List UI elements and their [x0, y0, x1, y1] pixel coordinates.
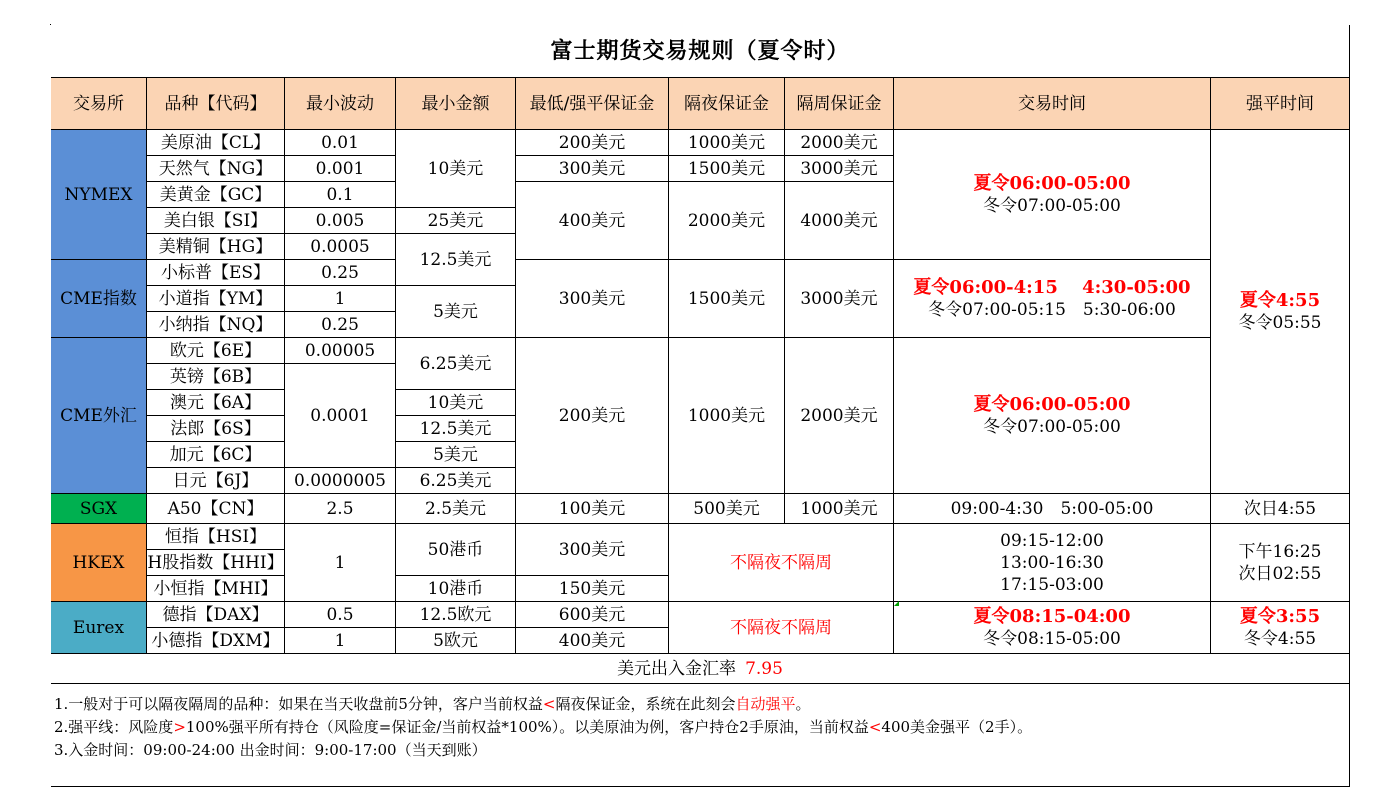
min-amount-cell: 10美元 — [396, 130, 516, 208]
exchange-rate-value: 7.95 — [745, 658, 783, 679]
product-cell: 澳元【6A】 — [147, 390, 285, 416]
note-text: 2.强平线：风险度 — [54, 718, 174, 736]
tick-cell: 0.1 — [285, 182, 396, 208]
min-amount-cell: 25美元 — [396, 208, 516, 234]
exchange-cme-index: CME指数 — [51, 260, 147, 338]
summer-time: 夏令06:00-4:15 4:30-05:00 — [913, 276, 1191, 298]
weekend-margin-cell: 1000美元 — [785, 494, 894, 524]
min-margin-cell: 600美元 — [516, 602, 669, 628]
header-min-margin: 最低/强平保证金 — [516, 78, 669, 130]
product-cell: 法郎【6S】 — [147, 416, 285, 442]
winter-time: 冬令08:15-05:00 — [983, 628, 1121, 649]
tick-cell: 0.001 — [285, 156, 396, 182]
product-cell: 美原油【CL】 — [147, 130, 285, 156]
product-cell: 小道指【YM】 — [147, 286, 285, 312]
summer-time: 夏令3:55 — [1239, 605, 1321, 627]
trading-time-eurex — [894, 602, 1211, 654]
note-text: 隔夜保证金，系统在此刻会 — [555, 695, 736, 713]
tick-cell: 1 — [285, 524, 396, 602]
note-text: 。 — [795, 695, 811, 713]
tick-cell: 0.01 — [285, 130, 396, 156]
header-exchange: 交易所 — [51, 78, 147, 130]
min-amount-cell: 5美元 — [396, 286, 516, 338]
note-symbol: < — [542, 695, 556, 713]
product-cell: 日元【6J】 — [147, 468, 285, 494]
session-1: 09:15-12:00 — [1000, 530, 1104, 551]
min-margin-cell: 300美元 — [516, 524, 669, 576]
header-product: 品种【代码】 — [147, 78, 285, 130]
min-amount-cell: 12.5美元 — [396, 234, 516, 286]
header-min-amount: 最小金额 — [396, 78, 516, 130]
exchange-eurex: Eurex — [51, 602, 147, 654]
trading-time-cme-index — [894, 260, 1211, 338]
note-highlight: 自动强平 — [735, 695, 796, 713]
session-3: 17:15-03:00 — [1000, 574, 1104, 595]
tick-cell: 0.0005 — [285, 234, 396, 260]
product-cell: 德指【DAX】 — [147, 602, 285, 628]
product-cell: 恒指【HSI】 — [147, 524, 285, 550]
tick-cell: 0.005 — [285, 208, 396, 234]
note-symbol: < — [868, 718, 882, 736]
note-3: 3.入金时间：09:00-24:00 出金时间：9:00-17:00（当天到账） — [54, 741, 487, 759]
liquidation-time-eurex — [1211, 602, 1350, 654]
tick-cell: 0.25 — [285, 312, 396, 338]
tick-cell: 2.5 — [285, 494, 396, 524]
weekend-margin-cell: 2000美元 — [785, 130, 894, 156]
weekend-margin-cell: 3000美元 — [785, 260, 894, 338]
note-1 — [54, 693, 1349, 716]
overnight-margin-cell: 2000美元 — [669, 182, 785, 260]
min-amount-cell: 2.5美元 — [396, 494, 516, 524]
winter-time: 冬令4:55 — [1243, 628, 1317, 649]
product-cell: 欧元【6E】 — [147, 338, 285, 364]
product-cell: 美黄金【GC】 — [147, 182, 285, 208]
min-amount-cell: 50港币 — [396, 524, 516, 576]
product-cell: 小标普【ES】 — [147, 260, 285, 286]
winter-time: 冬令07:00-05:00 — [983, 195, 1121, 216]
min-margin-cell: 200美元 — [516, 130, 669, 156]
header-trading-time: 交易时间 — [894, 78, 1211, 130]
min-amount-cell: 6.25美元 — [396, 468, 516, 494]
trading-time-sgx: 09:00-4:30 5:00-05:00 — [894, 494, 1211, 524]
session-2: 次日02:55 — [1238, 563, 1322, 584]
exchange-nymex: NYMEX — [51, 130, 147, 260]
rules-table — [50, 24, 1322, 759]
summer-time: 夏令06:00-05:00 — [973, 393, 1131, 415]
exchange-cme-fx: CME外汇 — [51, 338, 147, 494]
note-text: 1.一般对于可以隔夜隔周的品种：如果在当天收盘前5分钟，客户当前权益 — [54, 695, 543, 713]
exchange-hkex: HKEX — [51, 524, 147, 602]
product-cell: 英镑【6B】 — [147, 364, 285, 390]
min-margin-cell: 150美元 — [516, 576, 669, 602]
overnight-margin-cell: 500美元 — [669, 494, 785, 524]
notes-section — [51, 684, 1350, 787]
product-cell: A50【CN】 — [147, 494, 285, 524]
product-cell: 小德指【DXM】 — [147, 628, 285, 654]
note-2 — [54, 716, 1349, 739]
header-overnight-margin: 隔夜保证金 — [669, 78, 785, 130]
table-title: 富士期货交易规则（夏令时） — [51, 25, 1350, 78]
min-amount-cell: 5欧元 — [396, 628, 516, 654]
tick-cell: 0.00005 — [285, 338, 396, 364]
note-symbol: > — [173, 718, 186, 736]
header-tick: 最小波动 — [285, 78, 396, 130]
overnight-margin-cell: 1500美元 — [669, 260, 785, 338]
min-margin-cell: 200美元 — [516, 338, 669, 494]
winter-time: 冬令07:00-05:15 5:30-06:00 — [928, 299, 1176, 320]
overnight-margin-cell: 1000美元 — [669, 130, 785, 156]
min-amount-cell: 12.5欧元 — [396, 602, 516, 628]
min-amount-cell: 12.5美元 — [396, 416, 516, 442]
tick-cell: 1 — [285, 628, 396, 654]
header-liquidation-time: 强平时间 — [1211, 78, 1350, 130]
note-text: 100%强平所有持仓（风险度=保证金/当前权益*100%）。以美原油为例，客户持仓2手原油，当前权益 — [185, 718, 869, 736]
winter-time: 冬令07:00-05:00 — [983, 416, 1121, 437]
product-cell: 加元【6C】 — [147, 442, 285, 468]
trading-time-cme-fx — [894, 338, 1211, 494]
cell-comment-marker — [894, 601, 899, 606]
exchange-rate-row — [51, 654, 1350, 684]
trading-time-hkex — [894, 524, 1211, 602]
weekend-margin-cell: 3000美元 — [785, 156, 894, 182]
product-cell: H股指数【HHI】 — [147, 550, 285, 576]
tick-cell: 0.0001 — [285, 364, 396, 468]
overnight-margin-cell: 1500美元 — [669, 156, 785, 182]
min-amount-cell: 10美元 — [396, 390, 516, 416]
min-margin-cell: 400美元 — [516, 628, 669, 654]
min-amount-cell: 6.25美元 — [396, 338, 516, 390]
session-1: 下午16:25 — [1238, 541, 1322, 562]
product-cell: 天然气【NG】 — [147, 156, 285, 182]
no-overnight-cell: 不隔夜不隔周 — [669, 524, 894, 602]
trading-time-nymex — [894, 130, 1211, 260]
tick-cell: 0.0000005 — [285, 468, 396, 494]
liquidation-time-hkex — [1211, 524, 1350, 602]
summer-time: 夏令4:55 — [1239, 289, 1321, 311]
weekend-margin-cell: 2000美元 — [785, 338, 894, 494]
exchange-sgx: SGX — [51, 494, 147, 524]
min-margin-cell: 400美元 — [516, 182, 669, 260]
winter-time: 冬令05:55 — [1238, 312, 1322, 333]
tick-cell: 1 — [285, 286, 396, 312]
weekend-margin-cell: 4000美元 — [785, 182, 894, 260]
summer-time: 夏令08:15-04:00 — [973, 605, 1131, 627]
min-margin-cell: 300美元 — [516, 156, 669, 182]
no-overnight-cell: 不隔夜不隔周 — [669, 602, 894, 654]
product-cell: 小纳指【NQ】 — [147, 312, 285, 338]
tick-cell: 0.25 — [285, 260, 396, 286]
product-cell: 小恒指【MHI】 — [147, 576, 285, 602]
tick-cell: 0.5 — [285, 602, 396, 628]
header-weekend-margin: 隔周保证金 — [785, 78, 894, 130]
product-cell: 美白银【SI】 — [147, 208, 285, 234]
exchange-rate-label: 美元出入金汇率 — [617, 658, 737, 679]
summer-time: 夏令06:00-05:00 — [973, 172, 1131, 194]
min-margin-cell: 300美元 — [516, 260, 669, 338]
min-margin-cell: 100美元 — [516, 494, 669, 524]
liquidation-time-cme — [1211, 130, 1350, 494]
min-amount-cell: 10港币 — [396, 576, 516, 602]
product-cell: 美精铜【HG】 — [147, 234, 285, 260]
session-2: 13:00-16:30 — [1000, 552, 1104, 573]
min-amount-cell: 5美元 — [396, 442, 516, 468]
note-text: 400美金强平（2手）。 — [881, 718, 1033, 736]
overnight-margin-cell: 1000美元 — [669, 338, 785, 494]
liquidation-time-sgx: 次日4:55 — [1211, 494, 1350, 524]
